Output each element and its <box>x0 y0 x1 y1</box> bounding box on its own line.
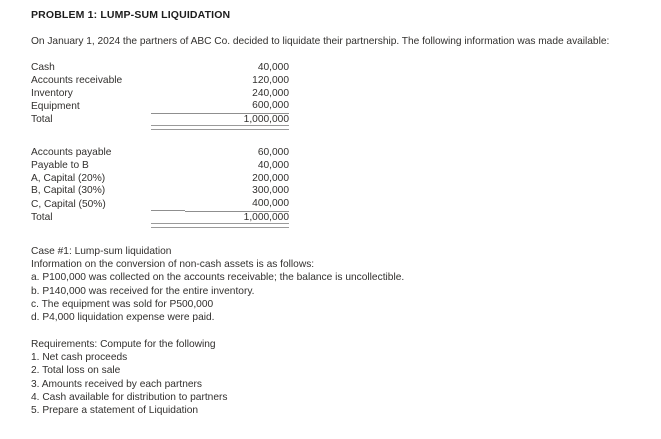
row-label: B, Capital (30%) <box>31 185 106 197</box>
row-amount: 600,000 <box>185 100 289 113</box>
case-heading: Case #1: Lump-sum liquidation <box>31 246 172 257</box>
case-item: a. P100,000 was collected on the accounts receivable; the balance is uncollectible. <box>31 272 405 284</box>
requirement-item: 5. Prepare a statement of Liquidation <box>31 405 199 417</box>
table-row <box>31 62 289 75</box>
row-label: Accounts receivable <box>31 74 123 86</box>
requirement-item: 4. Cash available for distribution to partners <box>31 391 228 403</box>
row-amount: 300,000 <box>252 185 289 197</box>
row-label: C, Capital (50%) <box>31 198 185 211</box>
table-total-row <box>31 114 289 127</box>
total-label: Total <box>31 211 185 224</box>
total-label: Total <box>31 114 185 127</box>
row-label: Inventory <box>31 87 73 99</box>
case-item: d. P4,000 liquidation expense were paid. <box>31 312 215 324</box>
case-subheading: Information on the conversion of non-cash assets is as follows: <box>31 259 315 271</box>
requirements-block <box>31 338 228 417</box>
row-label: Payable to B <box>31 159 89 171</box>
case-item: c. The equipment was sold for P500,000 <box>31 298 214 310</box>
row-label: Cash <box>31 62 55 73</box>
requirement-item: 2. Total loss on sale <box>31 365 121 377</box>
row-label: A, Capital (20%) <box>31 172 106 184</box>
intro-paragraph: On January 1, 2024 the partners of ABC Co. decided to liquidate their partnership. The following information was made available: <box>31 36 610 47</box>
row-amount: 240,000 <box>252 87 289 99</box>
row-amount: 40,000 <box>257 159 289 171</box>
row-amount: 400,000 <box>185 198 289 211</box>
case-description-block <box>31 245 404 324</box>
total-amount: 1,000,000 <box>185 114 289 127</box>
assets-table <box>31 62 289 127</box>
table-row <box>31 173 289 186</box>
requirement-item: 1. Net cash proceeds <box>31 352 128 364</box>
row-amount: 40,000 <box>257 62 289 73</box>
row-label: Accounts payable <box>31 147 112 158</box>
case-item: b. P140,000 was received for the entire inventory. <box>31 285 255 297</box>
table-row <box>31 147 289 160</box>
table-row <box>31 185 289 198</box>
table-row <box>31 88 289 101</box>
table-row <box>31 160 289 173</box>
row-amount: 200,000 <box>252 172 289 184</box>
table-total-row <box>31 211 289 224</box>
row-amount: 60,000 <box>257 147 289 158</box>
row-label: Equipment <box>31 100 185 113</box>
table-row <box>31 100 289 113</box>
requirement-item: 3. Amounts received by each partners <box>31 378 203 390</box>
page-title: PROBLEM 1: LUMP-SUM LIQUIDATION <box>31 9 231 21</box>
total-amount: 1,000,000 <box>185 211 289 224</box>
liabilities-equity-table <box>31 147 289 225</box>
table-row <box>31 75 289 88</box>
row-amount: 120,000 <box>252 74 289 86</box>
requirements-heading: Requirements: Compute for the following <box>31 339 216 350</box>
table-row <box>31 198 289 211</box>
